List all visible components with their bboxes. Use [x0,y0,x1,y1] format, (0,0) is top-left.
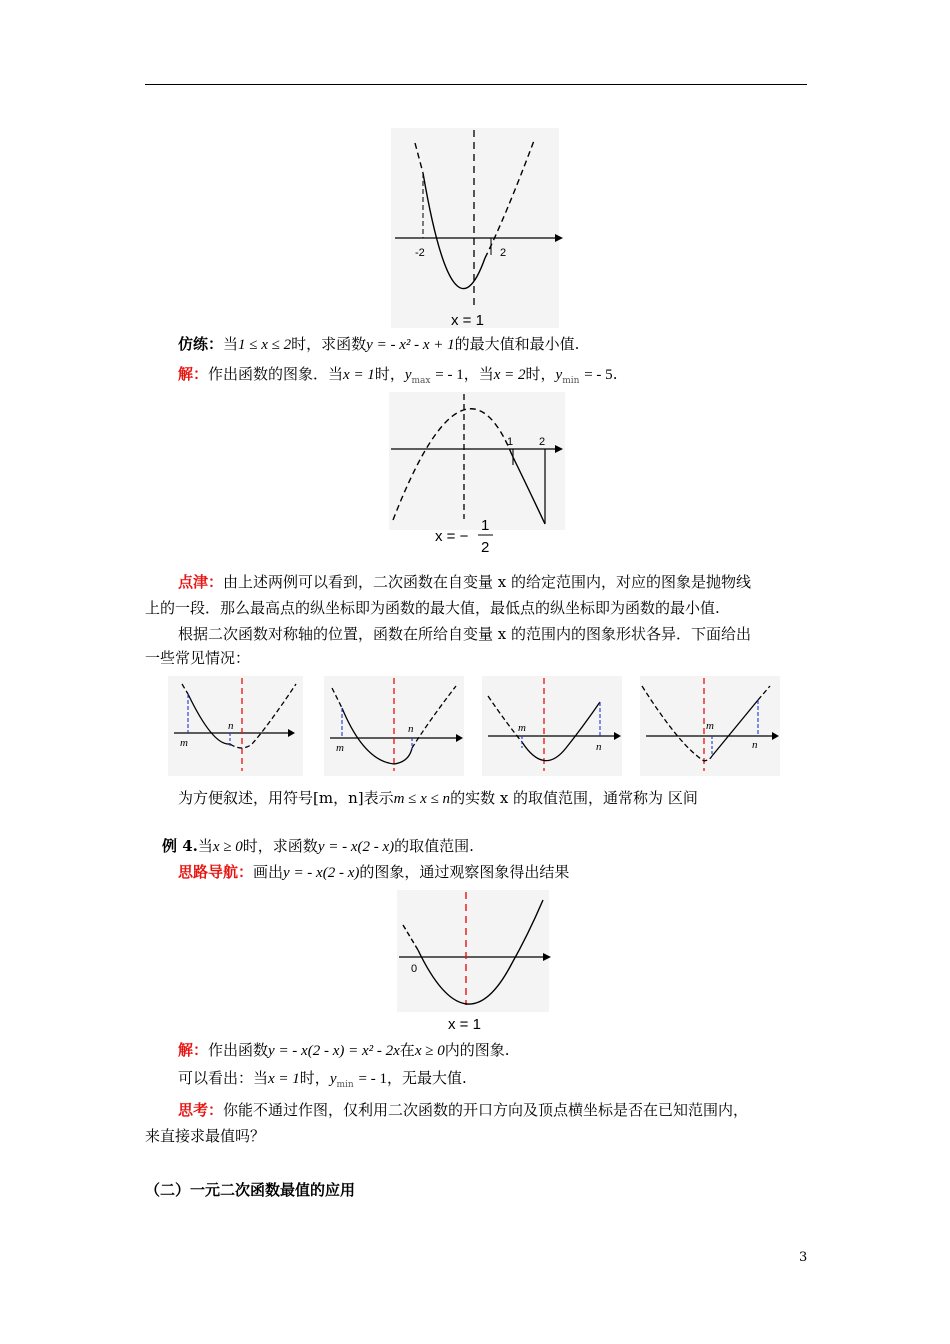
m-label: m [518,722,526,734]
case-4-graph [640,676,780,776]
axis-label: x = 1 [448,1016,481,1033]
practice-solution-line: 解：作出函数的图象．当x = 1时，$y_{max}$ = - 1，当x = 2时，$y_{min}$ = - 5. [178,365,618,386]
n-label: n [228,720,234,732]
figure-2-parabola [385,392,570,567]
page-number: 3 [799,1250,808,1265]
m-label: m [706,720,714,732]
case-3-background [482,676,622,776]
think-line-1: 思考：你能不通过作图，仅利用二次函数的开口方向及顶点横坐标是否在已知范围内， [178,1101,749,1119]
observe-line: 可以看出：当x = 1时，$y_{min}$ = - 1，无最大值. [178,1069,467,1090]
label-neg2: -2 [415,247,425,259]
practice-line: 仿练：当1 ≤ x ≤ 2时，求函数y = - x² - x + 1的最大值和最小值. [178,335,580,353]
guide-line: 思路导航：画出y = - x(2 - x)的图象，通过观察图象得出结果 [178,863,570,881]
note-line-3: 根据二次函数对称轴的位置，函数在所给自变量 x 的范围内的图象形状各异．下面给出 [178,625,751,643]
axis-label: x = 1 [451,312,484,329]
frac-num: 1 [481,517,490,534]
m-label: m [336,742,344,754]
n-label: n [596,741,602,753]
figure-3-parabola [393,890,558,1035]
interval-line: 为方便叙述，用符号[m，n]表示m ≤ x ≤ n的实数 x 的取值范围，通常称为 区间 [178,789,698,807]
figure-1-background [391,128,559,328]
case-3-graph [482,676,622,776]
header-rule [145,84,807,85]
think-line-2: 来直接求最值吗？ [145,1127,266,1145]
frac-den: 2 [481,539,490,556]
figure-1-parabola [385,128,565,333]
solution4-line: 解：作出函数y = - x(2 - x) = x² - 2x在x ≥ 0内的图象. [178,1041,510,1059]
section-heading: （二）一元二次函数最值的应用 [145,1181,356,1199]
figure-3-background [397,890,549,1012]
example4-line: 例 4.当x ≥ 0时，求函数y = - x(2 - x)的取值范围. [162,837,474,855]
case-1-graph [168,676,303,776]
n-label: n [408,723,414,735]
n-label: n [752,739,758,751]
case-2-graph [324,676,464,776]
label-2: 2 [500,247,507,259]
note-line-4: 一些常见情况： [145,649,251,667]
note-line-1: 点津：由上述两例可以看到，二次函数在自变量 x 的给定范围内，对应的图象是抛物线 [178,573,752,591]
axis-label: x = − [435,528,469,545]
note-line-2: 上的一段．那么最高点的纵坐标即为函数的最大值，最低点的纵坐标即为函数的最小值. [145,599,720,617]
label-2: 2 [539,436,546,448]
label-1: 1 [507,436,514,448]
m-label: m [180,737,188,749]
label-0: 0 [411,963,418,975]
